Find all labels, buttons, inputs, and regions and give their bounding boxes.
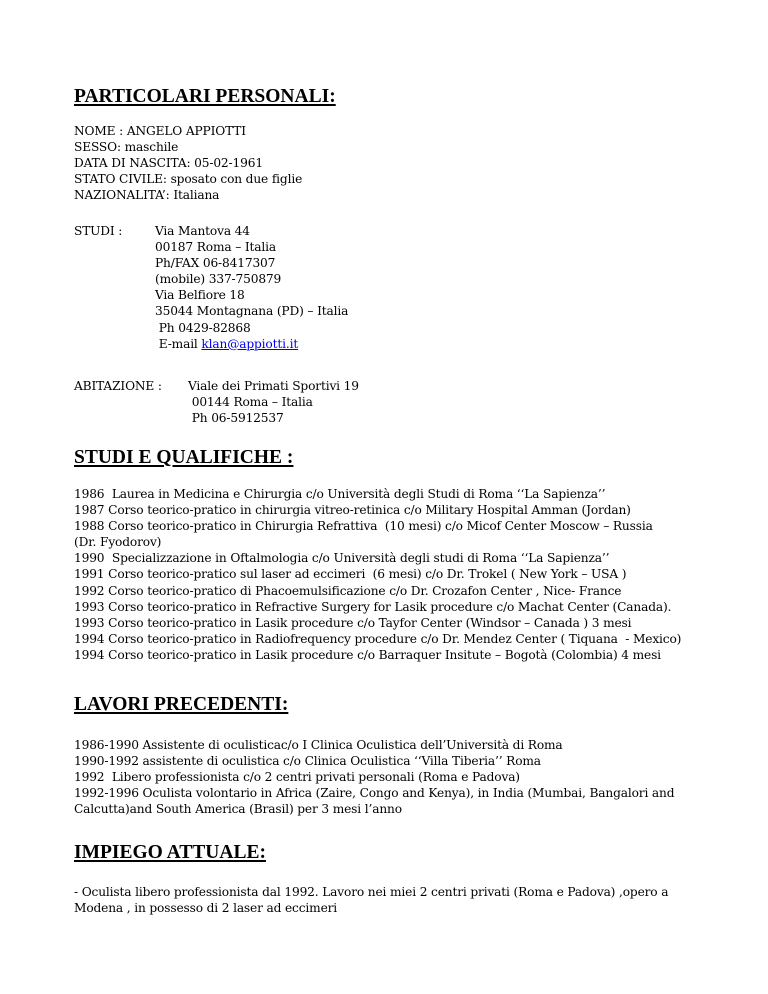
abitazione-lines (188, 378, 359, 426)
current-job-line: Modena , in possesso di 2 laser ad eccimeri (74, 901, 338, 916)
studi-label: STUDI : (74, 224, 123, 238)
studi-line: (mobile) 337-750879 (155, 272, 282, 287)
studies-item: 1988 Corso teorico-pratico in Chirurgia Refrattiva (10 mesi) c/o Micof Center Moscow – Russia (74, 519, 653, 534)
email-link[interactable]: klan@appiotti.it (201, 336, 299, 351)
abitazione-block (74, 378, 474, 430)
studi-line: Via Mantova 44 (155, 224, 250, 238)
studi-address-block (74, 223, 474, 363)
studies-item: 1987 Corso teorico-pratico in chirurgia vitreo-retinica c/o Military Hospital Amman (Jordan) (74, 503, 631, 518)
abitazione-label: ABITAZIONE : (74, 379, 162, 393)
heading-studies: STUDI E QUALIFICHE : (74, 447, 294, 468)
personal-details (74, 123, 302, 203)
studies-item: 1992 Corso teorico-pratico di Phacoemulsificazione c/o Dr. Crozafon Center , Nice- France (74, 583, 622, 598)
studi-line: Via Belfiore 18 (155, 288, 245, 303)
abitazione-line: 00144 Roma – Italia (188, 395, 313, 410)
previous-work-item: 1986-1990 Assistente di oculisticac/o I Clinica Oculistica dell’Università di Roma (74, 738, 563, 752)
abitazione-line: Ph 06-5912537 (188, 411, 284, 426)
heading-current-job: IMPIEGO ATTUALE: (74, 842, 266, 863)
studi-line: 00187 Roma – Italia (155, 240, 277, 255)
studies-item: 1993 Corso teorico-pratico in Lasik procedure c/o Tayfor Center (Windsor – Canada ) 3 mesi (74, 615, 632, 630)
studies-item: 1994 Corso teorico-pratico in Radiofrequency procedure c/o Dr. Mendez Center ( Tiquana - Mexico) (74, 631, 682, 646)
personal-nationality: NAZIONALITA’: Italiana (74, 188, 220, 203)
previous-work-item: 1992 Libero professionista c/o 2 centri privati personali (Roma e Padova) (74, 770, 520, 785)
studies-item: 1993 Corso teorico-pratico in Refractive Surgery for Lasik procedure c/o Machat Center (Canada). (74, 599, 672, 614)
studi-line: Ph 0429-82868 (155, 320, 251, 335)
personal-civil-status: STATO CIVILE: sposato con due figlie (74, 172, 303, 187)
studies-item: 1986 Laurea in Medicina e Chirurgia c/o Università degli Studi di Roma ‘‘La Sapienza’’ (74, 487, 606, 501)
studi-line: Ph/FAX 06-8417307 (155, 256, 276, 271)
studies-list (74, 486, 681, 663)
studies-item: (Dr. Fyodorov) (74, 535, 162, 550)
email-line (155, 336, 348, 352)
studi-line: 35044 Montagnana (PD) – Italia (155, 304, 349, 319)
personal-sex: SESSO: maschile (74, 140, 179, 155)
studies-item: 1991 Corso teorico-pratico sul laser ad eccimeri (6 mesi) c/o Dr. Trokel ( New York – USA ) (74, 567, 627, 582)
current-job-text (74, 884, 668, 916)
previous-work-list (74, 737, 674, 817)
studies-item: 1994 Corso teorico-pratico in Lasik procedure c/o Barraquer Insitute – Bogotà (Colombia) 4 mesi (74, 647, 661, 662)
previous-work-item: 1992-1996 Oculista volontario in Africa (Zaire, Congo and Kenya), in India (Mumbai, Bangalori and (74, 786, 675, 801)
studi-address-lines (155, 223, 348, 352)
personal-name: NOME : ANGELO APPIOTTI (74, 124, 246, 138)
heading-previous-work: LAVORI PRECEDENTI: (74, 694, 289, 715)
studies-item: 1990 Specializzazione in Oftalmologia c/o Università degli studi di Roma ‘‘La Sapienza’’ (74, 551, 610, 566)
previous-work-item: Calcutta)and South America (Brasil) per 3 mesi l’anno (74, 802, 402, 817)
current-job-line: - Oculista libero professionista dal 1992. Lavoro nei miei 2 centri privati (Roma e Padova) ,opero a (74, 885, 669, 899)
abitazione-line: Viale dei Primati Sportivi 19 (188, 379, 359, 393)
heading-personal: PARTICOLARI PERSONALI: (74, 86, 336, 107)
email-prefix: E-mail (155, 336, 202, 351)
personal-birthdate: DATA DI NASCITA: 05-02-1961 (74, 156, 263, 171)
previous-work-item: 1990-1992 assistente di oculistica c/o Clinica Oculistica ‘‘Villa Tiberia’’ Roma (74, 754, 541, 769)
